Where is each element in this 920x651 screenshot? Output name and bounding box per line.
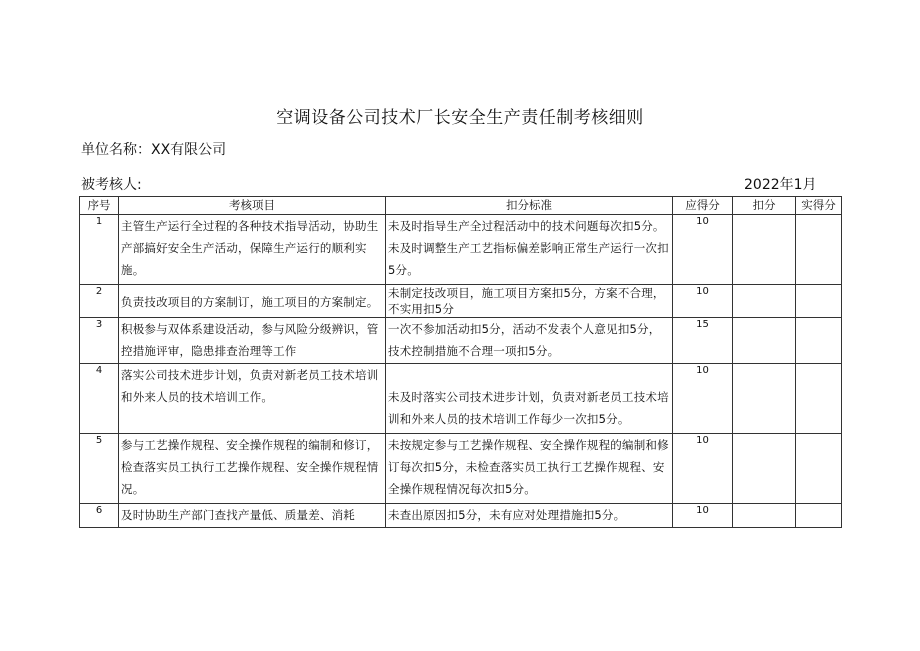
header-standard: 扣分标准 bbox=[386, 197, 673, 215]
row-no: 1 bbox=[80, 215, 119, 285]
row-actual bbox=[796, 285, 842, 318]
row-item: 积极参与双体系建设活动，参与风险分级辨识，管控措施评审，隐患排查治理等工作 bbox=[119, 318, 386, 364]
row-item: 及时协助生产部门查找产量低、质量差、消耗 bbox=[119, 504, 386, 528]
header-no: 序号 bbox=[80, 197, 119, 215]
table-row bbox=[80, 364, 842, 434]
row-no: 2 bbox=[80, 285, 119, 318]
table-row bbox=[80, 434, 842, 504]
row-actual bbox=[796, 364, 842, 434]
row-item: 负责技改项目的方案制订，施工项目的方案制定。 bbox=[119, 285, 386, 318]
row-standard: 未及时指导生产全过程活动中的技术问题每次扣5分。未及时调整生产工艺指标偏差影响正常生产运行一次扣5分。 bbox=[386, 215, 673, 285]
row-deduct bbox=[733, 285, 796, 318]
row-score: 10 bbox=[673, 285, 733, 318]
row-score: 10 bbox=[673, 364, 733, 434]
row-item: 主管生产运行全过程的各种技术指导活动，协助生产部搞好安全生产活动，保障生产运行的顺利实施。 bbox=[119, 215, 386, 285]
row-no: 5 bbox=[80, 434, 119, 504]
row-deduct bbox=[733, 434, 796, 504]
row-deduct bbox=[733, 364, 796, 434]
row-deduct bbox=[733, 215, 796, 285]
row-actual bbox=[796, 215, 842, 285]
row-score: 10 bbox=[673, 504, 733, 528]
row-standard: 未按规定参与工艺操作规程、安全操作规程的编制和修订每次扣5分，未检查落实员工执行工艺操作规程、安全操作规程情况每次扣5分。 bbox=[386, 434, 673, 504]
row-standard: 未查出原因扣5分，未有应对处理措施扣5分。 bbox=[386, 504, 673, 528]
row-item: 参与工艺操作规程、安全操作规程的编制和修订，检查落实员工执行工艺操作规程、安全操作规程情况。 bbox=[119, 434, 386, 504]
assessment-table bbox=[79, 196, 842, 528]
page-title: 空调设备公司技术厂长安全生产责任制考核细则 bbox=[276, 108, 644, 128]
row-actual bbox=[796, 434, 842, 504]
unit-name: 单位名称：XX有限公司 bbox=[81, 142, 227, 158]
row-standard: 未及时落实公司技术进步计划，负责对新老员工技术培训和外来人员的技术培训工作每少一次扣5分。 bbox=[386, 364, 673, 434]
header-item: 考核项目 bbox=[119, 197, 386, 215]
row-score: 10 bbox=[673, 215, 733, 285]
row-standard: 一次不参加活动扣5分，活动不发表个人意见扣5分，技术控制措施不合理一项扣5分。 bbox=[386, 318, 673, 364]
row-actual bbox=[796, 318, 842, 364]
header-score: 应得分 bbox=[673, 197, 733, 215]
row-no: 4 bbox=[80, 364, 119, 434]
row-item: 落实公司技术进步计划，负责对新老员工技术培训和外来人员的技术培训工作。 bbox=[119, 364, 386, 434]
table-row bbox=[80, 215, 842, 285]
row-score: 10 bbox=[673, 434, 733, 504]
table-row bbox=[80, 318, 842, 364]
row-standard: 未制定技改项目，施工项目方案扣5分，方案不合理，不实用扣5分 bbox=[386, 285, 673, 318]
header-deduct: 扣分 bbox=[733, 197, 796, 215]
row-deduct bbox=[733, 504, 796, 528]
assessee-label: 被考核人: bbox=[81, 177, 142, 193]
row-actual bbox=[796, 504, 842, 528]
header-actual: 实得分 bbox=[796, 197, 842, 215]
table-row bbox=[80, 504, 842, 528]
row-deduct bbox=[733, 318, 796, 364]
document-date: 2022年1月 bbox=[744, 177, 817, 193]
table-row bbox=[80, 285, 842, 318]
row-no: 3 bbox=[80, 318, 119, 364]
row-no: 6 bbox=[80, 504, 119, 528]
table-header-row bbox=[80, 197, 842, 215]
row-score: 15 bbox=[673, 318, 733, 364]
